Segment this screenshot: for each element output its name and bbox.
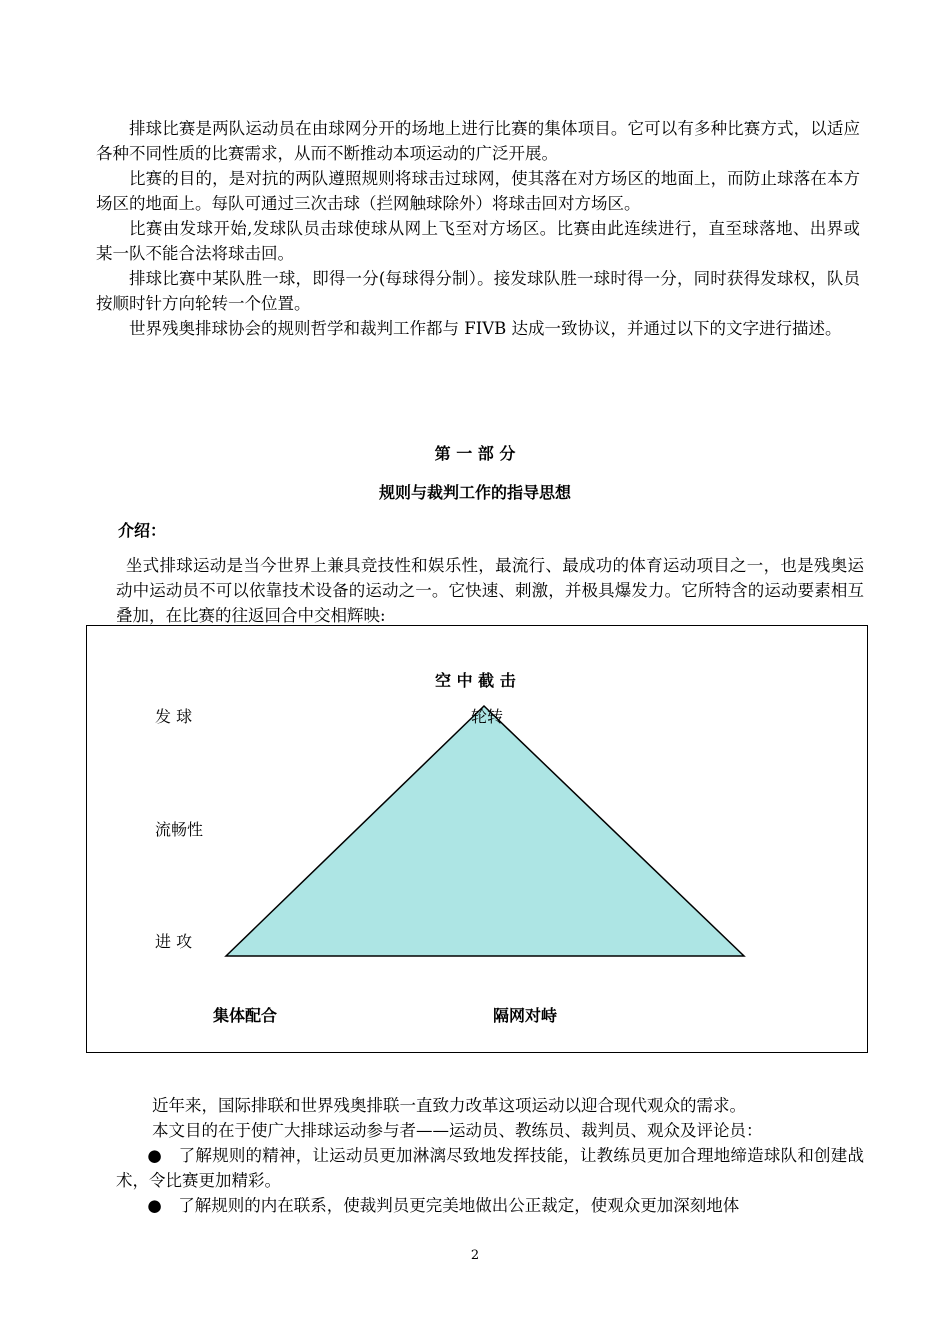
section-subtitle: 规则与裁判工作的指导思想 xyxy=(378,483,571,502)
diagram-label-net-confrontation: 隔网对峙 xyxy=(493,1006,558,1025)
paragraph-intro-4: 排球比赛中某队胜一球，即得一分(每球得分制）。接发球队胜一球时得一分，同时获得发球权，队员按顺时针方向轮转一个位置。 xyxy=(96,269,860,313)
page-number: 2 xyxy=(470,1248,480,1263)
closing-line-2: 本文目的在于使广大排球运动参与者——运动员、教练员、裁判员、观众及评论员： xyxy=(152,1121,763,1140)
paragraph-intro-1: 排球比赛是两队运动员在由球网分开的场地上进行比赛的集体项目。它可以有多种比赛方式，以适应各种不同性质的比赛需求，从而不断推动本项运动的广泛开展。 xyxy=(96,119,860,163)
diagram-label-teamwork: 集体配合 xyxy=(213,1006,278,1025)
diagram-label-rotation: 轮转 xyxy=(471,707,504,726)
paragraph-intro-3: 比赛由发球开始,发球队员击球使球从网上飞至对方场区。比赛由此连续进行，直至球落地、出界或某一队不能合法将球击回。 xyxy=(96,219,860,263)
diagram-label-fluency: 流畅性 xyxy=(155,820,204,839)
paragraph-intro-2: 比赛的目的，是对抗的两队遵照规则将球击过球网，使其落在对方场区的地面上，而防止球落在本方场区的地面上。每队可通过三次击球（拦网触球除外）将球击回对方场区。 xyxy=(96,169,860,213)
bullet-item-1: ● 了解规则的精神，让运动员更加淋漓尽致地发挥技能，让教练员更加合理地缔造球队和创建战术，令比赛更加精彩。 xyxy=(116,1146,864,1190)
paragraph-intro-5: 世界残奥排球协会的规则哲学和裁判工作都与 FIVB 达成一致协议，并通过以下的文字进行描述。 xyxy=(129,319,842,338)
diagram-top-label: 空 中 截 击 xyxy=(435,671,516,690)
bullet-item-2: ● 了解规则的内在联系，使裁判员更完美地做出公正裁定，使观众更加深刻地体 xyxy=(147,1196,740,1215)
diagram-box xyxy=(86,625,868,1053)
diagram-label-serve: 发 球 xyxy=(155,707,193,726)
diagram-label-attack: 进 攻 xyxy=(155,932,193,951)
closing-line-1: 近年来，国际排联和世界残奥排联一直致力改革这项运动以迎合现代观众的需求。 xyxy=(152,1096,746,1115)
pyramid-triangle xyxy=(226,706,744,956)
part-title: 第 一 部 分 xyxy=(434,444,516,463)
intro-text: 坐式排球运动是当今世界上兼具竞技性和娱乐性，最流行、最成功的体育运动项目之一，也是残奥运动中运动员不可以依靠技术设备的运动之一。它快速、刺激，并极具爆发力。它所特含的运动要素相互叠加，在比赛的往返回合中交相辉映: xyxy=(116,556,864,625)
intro-heading: 介绍： xyxy=(118,521,167,540)
